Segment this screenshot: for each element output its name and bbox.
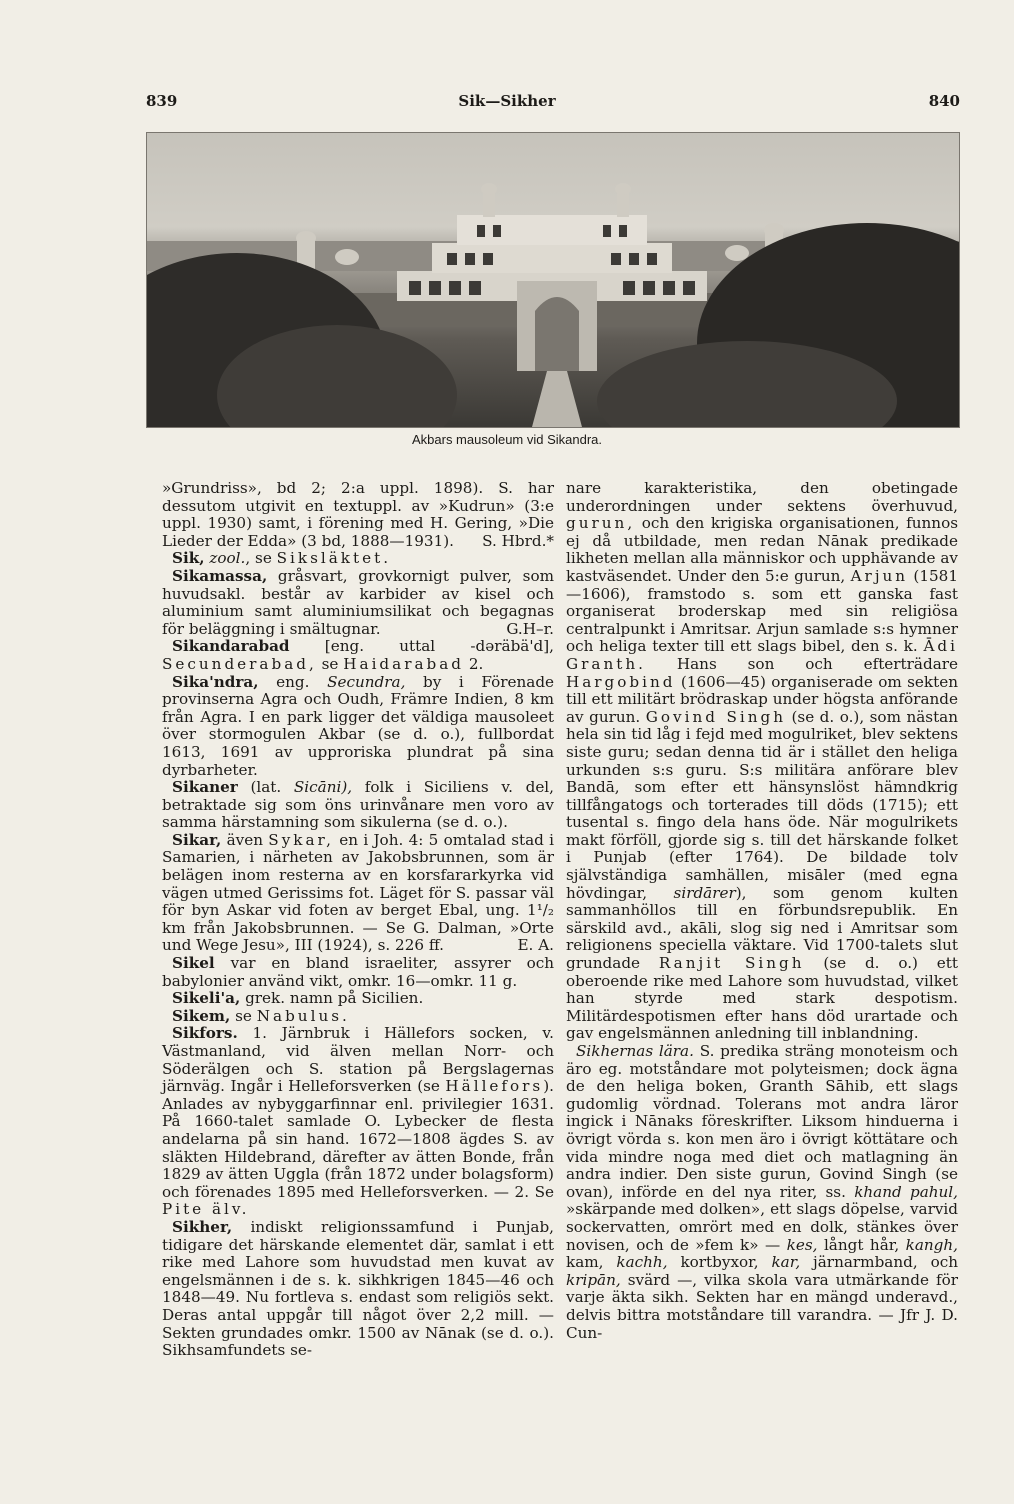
entry-sikaner: Sikaner (lat. Sicāni), folk i Siciliens v. del, betraktade sig som öns urinvånare men voro av samma härstamning som sikulerna (se d. o.). [162,778,554,832]
entry-sikfors: Sikfors. 1. Järnbruk i Hällefors socken, v. Västmanland, vid älven mellan Norr- och Söderälgen och S. station på Bergslagernas järnväg. Ingår i Helleforsverken (se Hällefors). Anlades av nybyggarfinnar enl. privilegier 1631. På 1660-talet samlade O. Lybecker de flesta andelarna på sin hand. 1672—1808 ägdes S. av släkten Hildebrand, därefter av ätten Bonde, från 1829 av ätten Uggla (från 1872 under bolagsform) och förenades 1895 med Helleforsverken. — 2. Se Pite älv. [162,1024,555,1219]
entry-sikandra: Sika'ndra, eng. Secundra, by i Förenade provinserna Agra och Oudh, Främre Indien, 8 km från Agra. I en park ligger det väldiga mausoleet över stormogulen Akbar (se d. o.), fullbordat 1613, 1691 av upproriska plundrat på sina dyrbarheter. [162,672,555,779]
entry-sikar: Sikar, även Sykar, en i Joh. 4: 5 omtalad stad i Samarien, i närheten av Jakobsbrunnen, som är belägen inom resterna av en korsfararkyrka vid vägen utmed Gerissims fot. Läget för S. passar väl för byn Askar vid foten av berget Ebal, ung. 1¹/₂ km från Jakobsbrunnen. — Se G. Dalman, »Orte und Wege Jesu», III (1924), s. 226 ff. E. A. [162,830,555,955]
running-head: Sik—Sikher [458,92,556,110]
entry-sikhernas-lara: Sikhernas lära. S. predika sträng monoteism och äro eg. motståndare mot polyteismen; dock ägna de den heliga boken, Granth Sāhib, ett slags gudomlig vördnad. Tolerans mot andra läror ingick i Nānaks föreskrifter. Liksom hinduerna i övrigt vörda s. kon men äro i övrigt köttätare och vida mindre noga med diet och matlagning än andra indier. Den siste gurun, Govind Singh (se ovan), införde en del nya riter, ss. khand pahul, »skärpande med dolken», ett slags döpelse, varvid sockervatten, omrört med en dolk, stänkes över novisen, och de »fem k» — kes, långt hår, kangh, kam, kachh, kortbyxor, kar, järnarmband, och kripān, svärd —, vilka skola vara utmärkande för varje äkta sikh. Sekten har en mängd underavd., delvis bittra motståndare till varandra. — Jfr J. D. Cun- [566,1042,959,1342]
entry-sikem: Sikem, se Nabulus. [172,1006,350,1025]
mausoleum-illustration [147,133,959,427]
building-tier-upper [457,215,647,245]
entry-sikandarabad: Sikandarabad [eng. uttal -dəräbä'd], Secunderabad, se Haidarabad 2. [162,637,554,673]
page-number-right: 840 [928,92,960,110]
entry-sikamassa: Sikamassa, gråsvart, grovkornigt pulver, som huvudsakl. består av karbider av kisel och aluminium samt aluminiumsilikat och begagnas för beläggning i smältugnar. G.H–r. [162,566,554,638]
garden-path [532,371,582,427]
entry-sikelia: Sikeli'a, grek. namn på Sicilien. [172,989,424,1008]
entry-sikher-continued: nare karakteristika, den obetingade underordningen under sektens överhuvud, gurun, och den krigiska organisationen, funnos ej då utbildade, men redan Nānak predikade likheten mellan alla människor och upphävande av kastväsendet. Under den 5:e gurun, Arjun (1581—1606), framstodo s. som ett ganska fast organiserat broderskap med sin religiösa centralpunkt i Amritsar. Arjun samlade s:s hymner och heliga texter till ett slags bibel, den s. k. Ādi Granth. Hans son och efterträdare Hargobind (1606—45) organiserade om sekten till ett militärt brödraskap under högsta anförande av gurun. Govind Singh (se d. o.), som nästan hela sin tid låg i fejd med mogulriket, blev sektens siste guru; sedan denna tid är i stället den heliga urkunden s:s guru. S:s militära anförare blev Bandā, som efter ett hänsynslöst hämndkrig tillfångatogs och torterades till döds (1715); ett tusental s. fingo dela hans öde. När mogulrikets makt förföll, gjorde sig s. till det härskande folket i Punjab (efter 1764). De bildade tolv självständiga samhällen, misāler (med egna hövdingar, sirdārer), som genom kulten sammanhöllos till en förbundsrepublik. En särskild avd., akāli, slog sig ned i Amritsar som religionens speciella väktare. Vid 1700-talets slut grundade Ranjit Singh (se d. o.) ett oberoende rike med Lahore som huvudstad, vilket han styrde med stark despotism. Militärdespotismen efter hans död urartade och gav engelsmännen anledning till inblandning. [566,479,959,1043]
image-caption: Akbars mausoleum vid Sikandra. [411,432,603,447]
page-number-left: 839 [146,92,178,110]
left-column [162,480,554,1360]
gateway-arch [535,297,579,371]
entry-continuation: »Grundriss», bd 2; 2:a uppl. 1898). S. har dessutom utgivit en textuppl. av »Kudrun» (3:e uppl. 1930) samt, i förening med H. Gering, »Die Lieder der Edda» (3 bd, 1888—1931). S. Hbrd.* [162,479,554,550]
mausoleum-photo [146,132,960,428]
entry-sikel: Sikel var en bland israeliter, assyrer och babylonier använd vikt, omkr. 16—omkr. 11 g. [162,954,554,990]
entry-sikher: Sikher, indiskt religionssamfund i Punjab, tidigare det härskande elementet där, samlat i ett rike med Lahore som huvudstad men kuvat av engelsmännen i de s. k. sikhkrigen 1845—46 och 1848—49. Nu fortleva s. endast som religiös sekt. Deras antal uppgår till något över 2,2 mill. — Sekten grundades omkr. 1500 av Nānak (se d. o.). Sikhsamfundets se- [162,1217,555,1360]
right-column [566,480,958,1342]
entry-sik: Sik, zool., se Siksläktet. [172,549,392,568]
